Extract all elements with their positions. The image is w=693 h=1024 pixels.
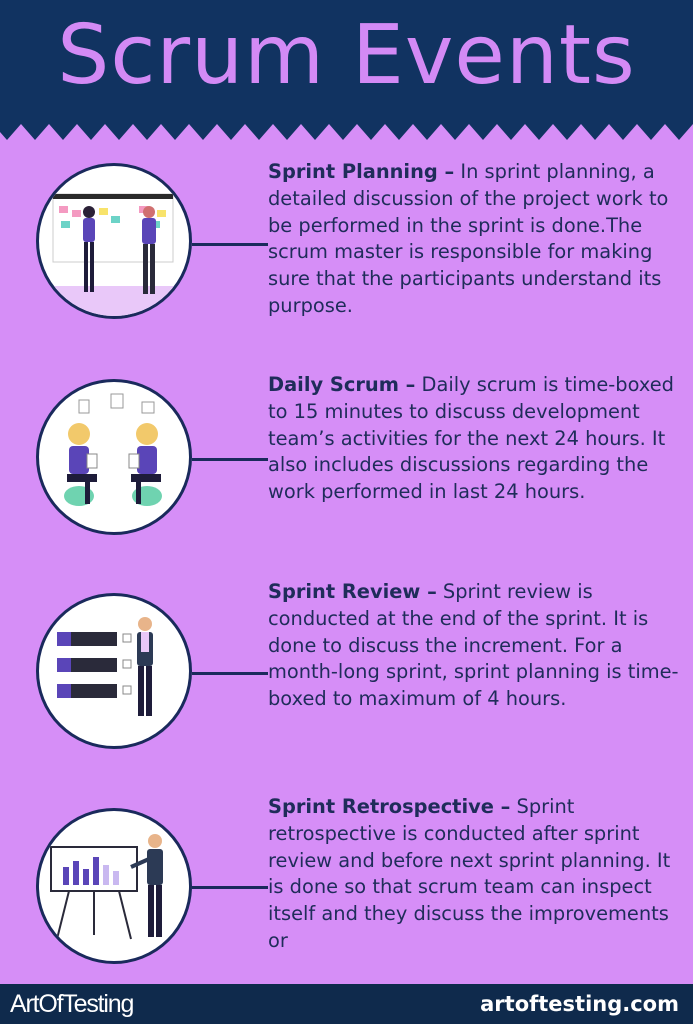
website-url: artoftesting.com — [480, 992, 679, 1016]
checklist-presenter-icon — [39, 596, 189, 746]
event-title: Sprint Planning – — [268, 160, 455, 183]
event-title: Sprint Review – — [268, 580, 437, 603]
event-description — [268, 579, 682, 713]
sprint-planning-illustration — [36, 163, 192, 319]
sprint-review-illustration — [36, 593, 192, 749]
page-title: Scrum Events — [57, 8, 636, 103]
connector-line — [192, 672, 268, 675]
event-title: Daily Scrum – — [268, 373, 416, 396]
connector-line — [192, 458, 268, 461]
event-text: Daily scrum is time-boxed to 15 minutes to discuss development team’s activities for the next 24 hours. It also includes discussions regarding the work performed in last 24 hours. — [268, 373, 674, 504]
event-title: Sprint Retrospective – — [268, 795, 511, 818]
daily-scrum-illustration — [36, 379, 192, 535]
two-people-meeting-icon — [39, 382, 189, 532]
event-text: Sprint review is conducted at the end of the sprint. It is done to discuss the increment. For a month-long sprint, sprint planning is time-boxed to maximum of 4 hours. — [268, 580, 679, 711]
connector-line — [192, 243, 268, 246]
brand-logo: ArtOfTesting — [10, 990, 134, 1018]
footer-bar — [0, 984, 693, 1024]
connector-line — [192, 886, 268, 889]
team-at-board-icon — [39, 166, 189, 316]
event-text: Sprint retrospective is conducted after sprint review and before next sprint planning. It is done so that scrum team can inspect itself and they discuss the improvements or — [268, 795, 671, 952]
presentation-board-icon — [39, 811, 189, 961]
event-description — [268, 794, 682, 955]
event-description — [268, 159, 682, 320]
header-banner — [0, 0, 693, 140]
sprint-retrospective-illustration — [36, 808, 192, 964]
event-text: In sprint planning, a detailed discussion of the project work to be performed in the sprint is done.The scrum master is responsible for making sure that the participants understand its purpose. — [268, 160, 669, 317]
event-description — [268, 372, 682, 506]
